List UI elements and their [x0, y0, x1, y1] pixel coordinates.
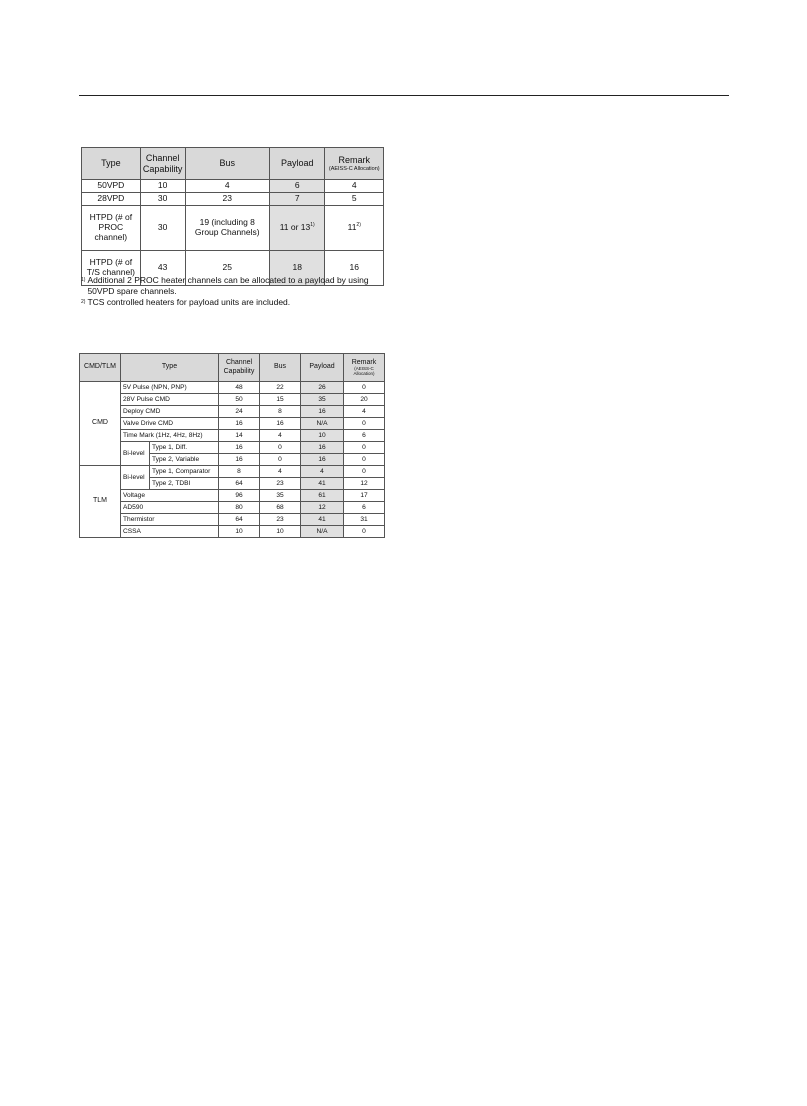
cell-payload	[269, 206, 325, 251]
cell-bus: 23	[260, 514, 301, 526]
payload-value: 11 or 13	[279, 222, 311, 233]
cell-channel: 43	[140, 251, 185, 286]
group-bilevel: Bi-level	[121, 466, 150, 490]
footnote-text: TCS controlled heaters for payload units are included.	[87, 297, 291, 307]
table-row	[80, 502, 385, 514]
col-header-channel-capability: Channel Capability	[140, 148, 185, 180]
cell-payload: 35	[301, 394, 344, 406]
col-header-payload: Payload	[269, 148, 325, 180]
cell-bus: 35	[260, 490, 301, 502]
cell-channel: 96	[219, 490, 260, 502]
remark-sublabel: (AEISS-C Allocation)	[328, 165, 380, 172]
cell-payload: N/A	[301, 418, 344, 430]
cell-type: Type 1, Diff.	[150, 442, 219, 454]
cell-payload: 16	[301, 442, 344, 454]
group-bilevel: Bi-level	[121, 442, 150, 466]
cell-type: HTPD (# of T/S channel)	[82, 251, 141, 286]
cell-bus: 16	[260, 418, 301, 430]
footnote-text: Additional 2 PROC heater channels can be allocated to a payload by using 50VPD spare channels.	[87, 275, 369, 296]
cell-bus: 4	[185, 180, 269, 193]
cell-remark: 17	[344, 490, 385, 502]
cell-bus: 8	[260, 406, 301, 418]
group-tlm: TLM	[80, 466, 121, 538]
cell-bus: 0	[260, 454, 301, 466]
cell-type: Voltage	[121, 490, 219, 502]
cell-remark: 0	[344, 466, 385, 478]
col-header-payload: Payload	[301, 354, 344, 382]
cell-channel: 16	[219, 442, 260, 454]
cell-payload: 16	[301, 454, 344, 466]
table-row	[80, 490, 385, 502]
cell-remark: 5	[325, 193, 384, 206]
footnote-ref: 2)	[356, 222, 361, 229]
footnote-mark: 1)	[81, 277, 86, 283]
cell-type: Type 2, Variable	[150, 454, 219, 466]
cmd-tlm-allocation-table	[79, 353, 385, 538]
col-header-channel-capability: Channel Capability	[219, 354, 260, 382]
table-row	[80, 418, 385, 430]
cell-payload: 6	[269, 180, 325, 193]
footnote-ref: 1)	[310, 222, 315, 229]
cell-type: HTPD (# of PROC channel)	[82, 206, 141, 251]
table-row	[82, 206, 384, 251]
cell-remark: 6	[344, 502, 385, 514]
table-row	[80, 466, 385, 478]
cell-remark: 0	[344, 442, 385, 454]
cell-payload: 41	[301, 478, 344, 490]
table-row	[80, 430, 385, 442]
cell-bus: 4	[260, 430, 301, 442]
cell-bus: 68	[260, 502, 301, 514]
remark-label: Remark	[351, 358, 377, 366]
cell-remark: 31	[344, 514, 385, 526]
table-header-row	[80, 354, 385, 382]
cell-payload: 4	[301, 466, 344, 478]
cell-payload: 12	[301, 502, 344, 514]
cell-channel: 30	[140, 206, 185, 251]
cell-type: 28V Pulse CMD	[121, 394, 219, 406]
cell-bus: 25	[185, 251, 269, 286]
col-header-remark	[344, 354, 385, 382]
cell-remark: 0	[344, 526, 385, 538]
cell-bus: 23	[185, 193, 269, 206]
cell-type: AD590	[121, 502, 219, 514]
cell-type: CSSA	[121, 526, 219, 538]
cell-bus: 23	[260, 478, 301, 490]
col-header-bus: Bus	[260, 354, 301, 382]
cell-remark: 4	[325, 180, 384, 193]
cell-channel: 48	[219, 382, 260, 394]
cell-type: 50VPD	[82, 180, 141, 193]
table-row	[82, 180, 384, 193]
cell-payload: 16	[301, 406, 344, 418]
remark-label: Remark	[338, 155, 370, 166]
cell-channel: 16	[219, 418, 260, 430]
cell-channel: 64	[219, 514, 260, 526]
group-cmd: CMD	[80, 382, 121, 466]
cell-remark	[325, 206, 384, 251]
cell-remark: 20	[344, 394, 385, 406]
footnote	[81, 297, 386, 308]
cell-payload: 26	[301, 382, 344, 394]
table-row	[80, 382, 385, 394]
cell-type: 5V Pulse (NPN, PNP)	[121, 382, 219, 394]
cell-channel: 64	[219, 478, 260, 490]
cell-bus: 19 (including 8 Group Channels)	[185, 206, 269, 251]
cell-type: Valve Drive CMD	[121, 418, 219, 430]
cell-type: Thermistor	[121, 514, 219, 526]
footnote	[81, 275, 386, 297]
cell-type: 28VPD	[82, 193, 141, 206]
cell-payload: N/A	[301, 526, 344, 538]
cell-remark: 16	[325, 251, 384, 286]
cell-payload: 41	[301, 514, 344, 526]
table-row	[80, 394, 385, 406]
cell-bus: 22	[260, 382, 301, 394]
cell-bus: 15	[260, 394, 301, 406]
cell-bus: 0	[260, 442, 301, 454]
cell-remark: 12	[344, 478, 385, 490]
cell-bus: 4	[260, 466, 301, 478]
cell-payload: 7	[269, 193, 325, 206]
cell-channel: 8	[219, 466, 260, 478]
col-header-type: Type	[82, 148, 141, 180]
cell-bus: 10	[260, 526, 301, 538]
cell-type: Type 1, Comparator	[150, 466, 219, 478]
cell-channel: 10	[219, 526, 260, 538]
header-rule	[79, 95, 729, 96]
table-row	[80, 526, 385, 538]
col-header-cmd-tlm: CMD/TLM	[80, 354, 121, 382]
col-header-bus: Bus	[185, 148, 269, 180]
cell-remark: 0	[344, 454, 385, 466]
pd-allocation-table	[81, 147, 384, 286]
cell-channel: 30	[140, 193, 185, 206]
cell-channel: 14	[219, 430, 260, 442]
cell-channel: 24	[219, 406, 260, 418]
cell-payload: 10	[301, 430, 344, 442]
table-row	[80, 514, 385, 526]
cell-type: Deploy CMD	[121, 406, 219, 418]
cell-payload: 61	[301, 490, 344, 502]
cell-channel: 10	[140, 180, 185, 193]
table-row	[80, 406, 385, 418]
cell-remark: 0	[344, 418, 385, 430]
remark-sublabel: (AEISS-C Allocation)	[353, 365, 375, 376]
cell-remark: 6	[344, 430, 385, 442]
cell-remark: 4	[344, 406, 385, 418]
table-header-row	[82, 148, 384, 180]
footnote-mark: 2)	[81, 299, 86, 305]
cell-type: Type 2, TDBI	[150, 478, 219, 490]
table-row	[80, 442, 385, 454]
table-row	[82, 193, 384, 206]
cell-channel: 16	[219, 454, 260, 466]
cell-remark: 0	[344, 382, 385, 394]
remark-value: 11	[347, 222, 357, 233]
cell-payload: 18	[269, 251, 325, 286]
cell-type: Time Mark (1Hz, 4Hz, 8Hz)	[121, 430, 219, 442]
cell-channel: 80	[219, 502, 260, 514]
col-header-remark	[325, 148, 384, 180]
cell-channel: 50	[219, 394, 260, 406]
col-header-type: Type	[121, 354, 219, 382]
footnotes	[81, 275, 386, 308]
